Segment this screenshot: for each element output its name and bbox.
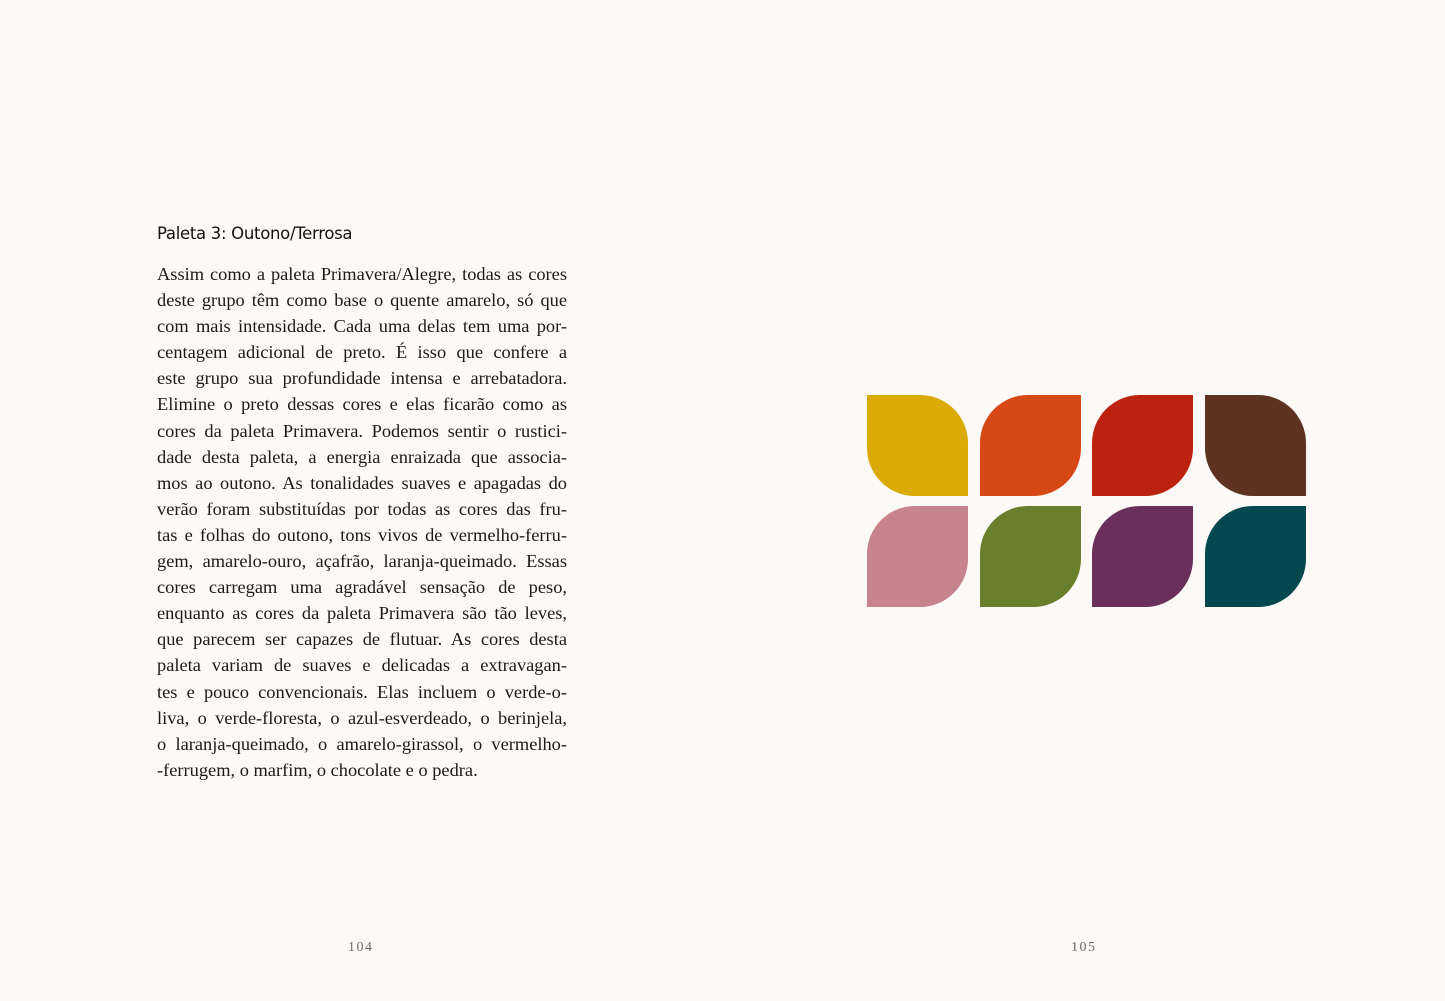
text-line: Elimine o preto dessas cores e elas ficarão como as [157, 394, 567, 415]
right-page [722, 0, 1445, 1001]
color-swatch-8 [1205, 506, 1306, 607]
text-line: enquanto as cores da paleta Primavera são tão leves, [157, 603, 567, 624]
color-swatch-4 [1205, 395, 1306, 496]
text-line: verão foram substituídas por todas as cores das fru- [157, 498, 567, 519]
body-paragraph [157, 261, 567, 783]
text-line: gem, amarelo-ouro, açafrão, laranja-queimado. Essas [157, 551, 567, 572]
color-swatch-1 [867, 395, 968, 496]
text-line: tes e pouco convencionais. Elas incluem o verde-o- [157, 681, 567, 702]
text-line: que parecem ser capazes de flutuar. As cores desta [157, 629, 567, 650]
color-swatch-7 [1092, 506, 1193, 607]
text-line: este grupo sua profundidade intensa e arrebatadora. [157, 368, 567, 389]
text-line: com mais intensidade. Cada uma delas tem uma por- [157, 316, 567, 337]
color-palette-grid [867, 395, 1303, 607]
page-number-left: 104 [348, 940, 374, 955]
text-line: Assim como a paleta Primavera/Alegre, todas as cores [157, 264, 567, 284]
color-swatch-2 [980, 395, 1081, 496]
left-page [0, 0, 722, 1001]
text-line: centagem adicional de preto. É isso que confere a [157, 342, 567, 363]
text-line: tas e folhas do outono, tons vivos de vermelho-ferru- [157, 524, 567, 545]
text-line: deste grupo têm como base o quente amarelo, só que [157, 290, 567, 311]
text-line: paleta variam de suaves e delicadas a extravagan- [157, 655, 567, 676]
color-swatch-5 [867, 506, 968, 607]
text-line: o laranja-queimado, o amarelo-girassol, o vermelho- [157, 733, 567, 754]
text-line: dade desta paleta, a energia enraizada que associa- [157, 446, 567, 467]
color-swatch-6 [980, 506, 1081, 607]
text-line: mos ao outono. As tonalidades suaves e apagadas do [157, 472, 567, 493]
text-line: cores da paleta Primavera. Podemos sentir o rustici- [157, 420, 567, 441]
text-line: liva, o verde-floresta, o azul-esverdeado, o berinjela, [157, 707, 567, 728]
text-line: -ferrugem, o marfim, o chocolate e o pedra. [157, 759, 478, 780]
section-heading: Paleta 3: Outono/Terrosa [157, 224, 353, 243]
text-line: cores carregam uma agradável sensação de peso, [157, 577, 567, 598]
page-number-right: 105 [1071, 940, 1097, 955]
color-swatch-3 [1092, 395, 1193, 496]
